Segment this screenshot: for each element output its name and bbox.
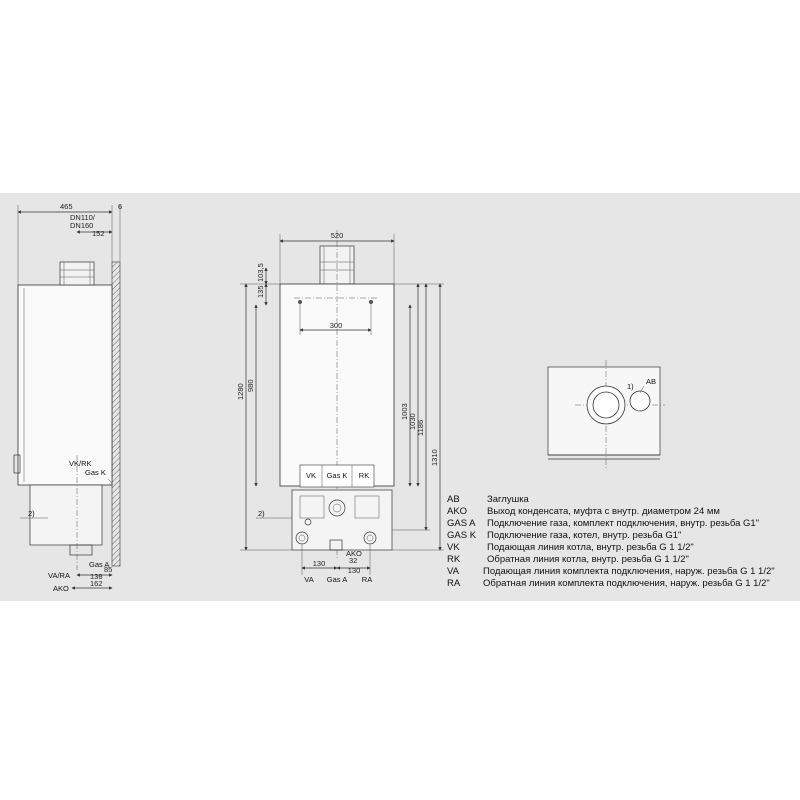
- label-gas-k-front: Gas K: [326, 471, 348, 480]
- legend-code: AKO: [447, 506, 468, 517]
- ab-plug: [630, 391, 650, 411]
- label-ra: RA: [361, 575, 373, 584]
- legend-code: RK: [447, 554, 461, 565]
- dim-135: 135: [256, 285, 265, 298]
- legend-text: Подающая линия котла, внутр. резьба G 1 1/2": [487, 542, 694, 553]
- label-vk-rk: VK/RK: [69, 459, 92, 468]
- legend-code: GAS A: [447, 518, 476, 529]
- dim-1310: 1310: [430, 449, 439, 466]
- dim-1280: 1280: [236, 383, 245, 400]
- legend-code: RA: [447, 578, 461, 589]
- legend-code: VK: [447, 542, 460, 553]
- label-vk: VK: [305, 471, 317, 480]
- label-note2-front: 2): [258, 509, 265, 518]
- legend-code: AB: [447, 494, 460, 505]
- dim-1003: 1003: [400, 403, 409, 420]
- label-gas-a-side: Gas A: [89, 560, 110, 569]
- label-ab: AB: [646, 377, 657, 386]
- label-gas-a-front: Gas A: [326, 575, 348, 584]
- mounting-hole-left: [298, 300, 302, 304]
- dim-6: 6: [118, 202, 123, 211]
- dim-dn110: DN110/: [70, 213, 95, 222]
- flue-inner-ring: [593, 392, 619, 418]
- legend-code: VA: [447, 566, 459, 577]
- dim-32: 32: [349, 556, 358, 565]
- dim-300: 300: [329, 321, 343, 330]
- dim-465: 465: [60, 202, 73, 211]
- side-connection-kit: [30, 485, 102, 545]
- dim-980: 980: [246, 379, 255, 392]
- legend-text: Обратная линия котла, внутр. резьба G 1 1/2": [487, 554, 689, 565]
- side-flue-pipe: [60, 262, 94, 285]
- mounting-hole-right: [369, 300, 373, 304]
- side-boiler-body: [18, 285, 112, 485]
- dim-130-right: 130: [347, 566, 361, 575]
- label-rk: RK: [358, 471, 370, 480]
- dim-85: 85: [104, 565, 113, 574]
- dim-520: 520: [330, 231, 344, 240]
- label-gas-k-side: Gas K: [85, 468, 106, 477]
- label-va: VA: [304, 575, 314, 584]
- dim-130-left: 130: [312, 559, 326, 568]
- legend-text: Подключение газа, комплект подключения, внутр. резьба G1": [487, 518, 760, 529]
- front-view: [236, 230, 444, 584]
- legend-text: Обратная линия комплекта подключения, наруж. резьба G 1 1/2": [483, 578, 770, 589]
- legend-text: Заглушка: [487, 494, 529, 505]
- legend-text: Подключение газа, котел, внутр. резьба G1": [487, 530, 682, 541]
- legend-text: Выход конденсата, муфта с внутр. диаметром 24 мм: [487, 506, 720, 517]
- label-va-ra: VA/RA: [48, 571, 70, 580]
- side-view: [14, 202, 122, 593]
- dim-103-5: 103,5: [256, 263, 265, 282]
- dim-138: 138: [90, 572, 103, 581]
- legend-text: Подающая линия комплекта подключения, наруж. резьба G 1 1/2": [483, 566, 775, 577]
- dim-ako-label: AKO: [346, 549, 362, 558]
- legend: [447, 494, 775, 589]
- dim-1186: 1186: [416, 419, 425, 436]
- wall-hatch: [112, 262, 120, 566]
- dim-dn160: DN160: [70, 221, 94, 230]
- label-note1: 1): [627, 382, 634, 391]
- legend-code: GAS K: [447, 530, 477, 541]
- dim-1030: 1030: [408, 413, 417, 430]
- dim-162: 162: [90, 579, 103, 588]
- dim-152: 152: [92, 229, 105, 238]
- detail-view: [548, 360, 665, 468]
- label-note2-side: 2): [28, 509, 35, 518]
- label-ako-side: AKO: [53, 584, 69, 593]
